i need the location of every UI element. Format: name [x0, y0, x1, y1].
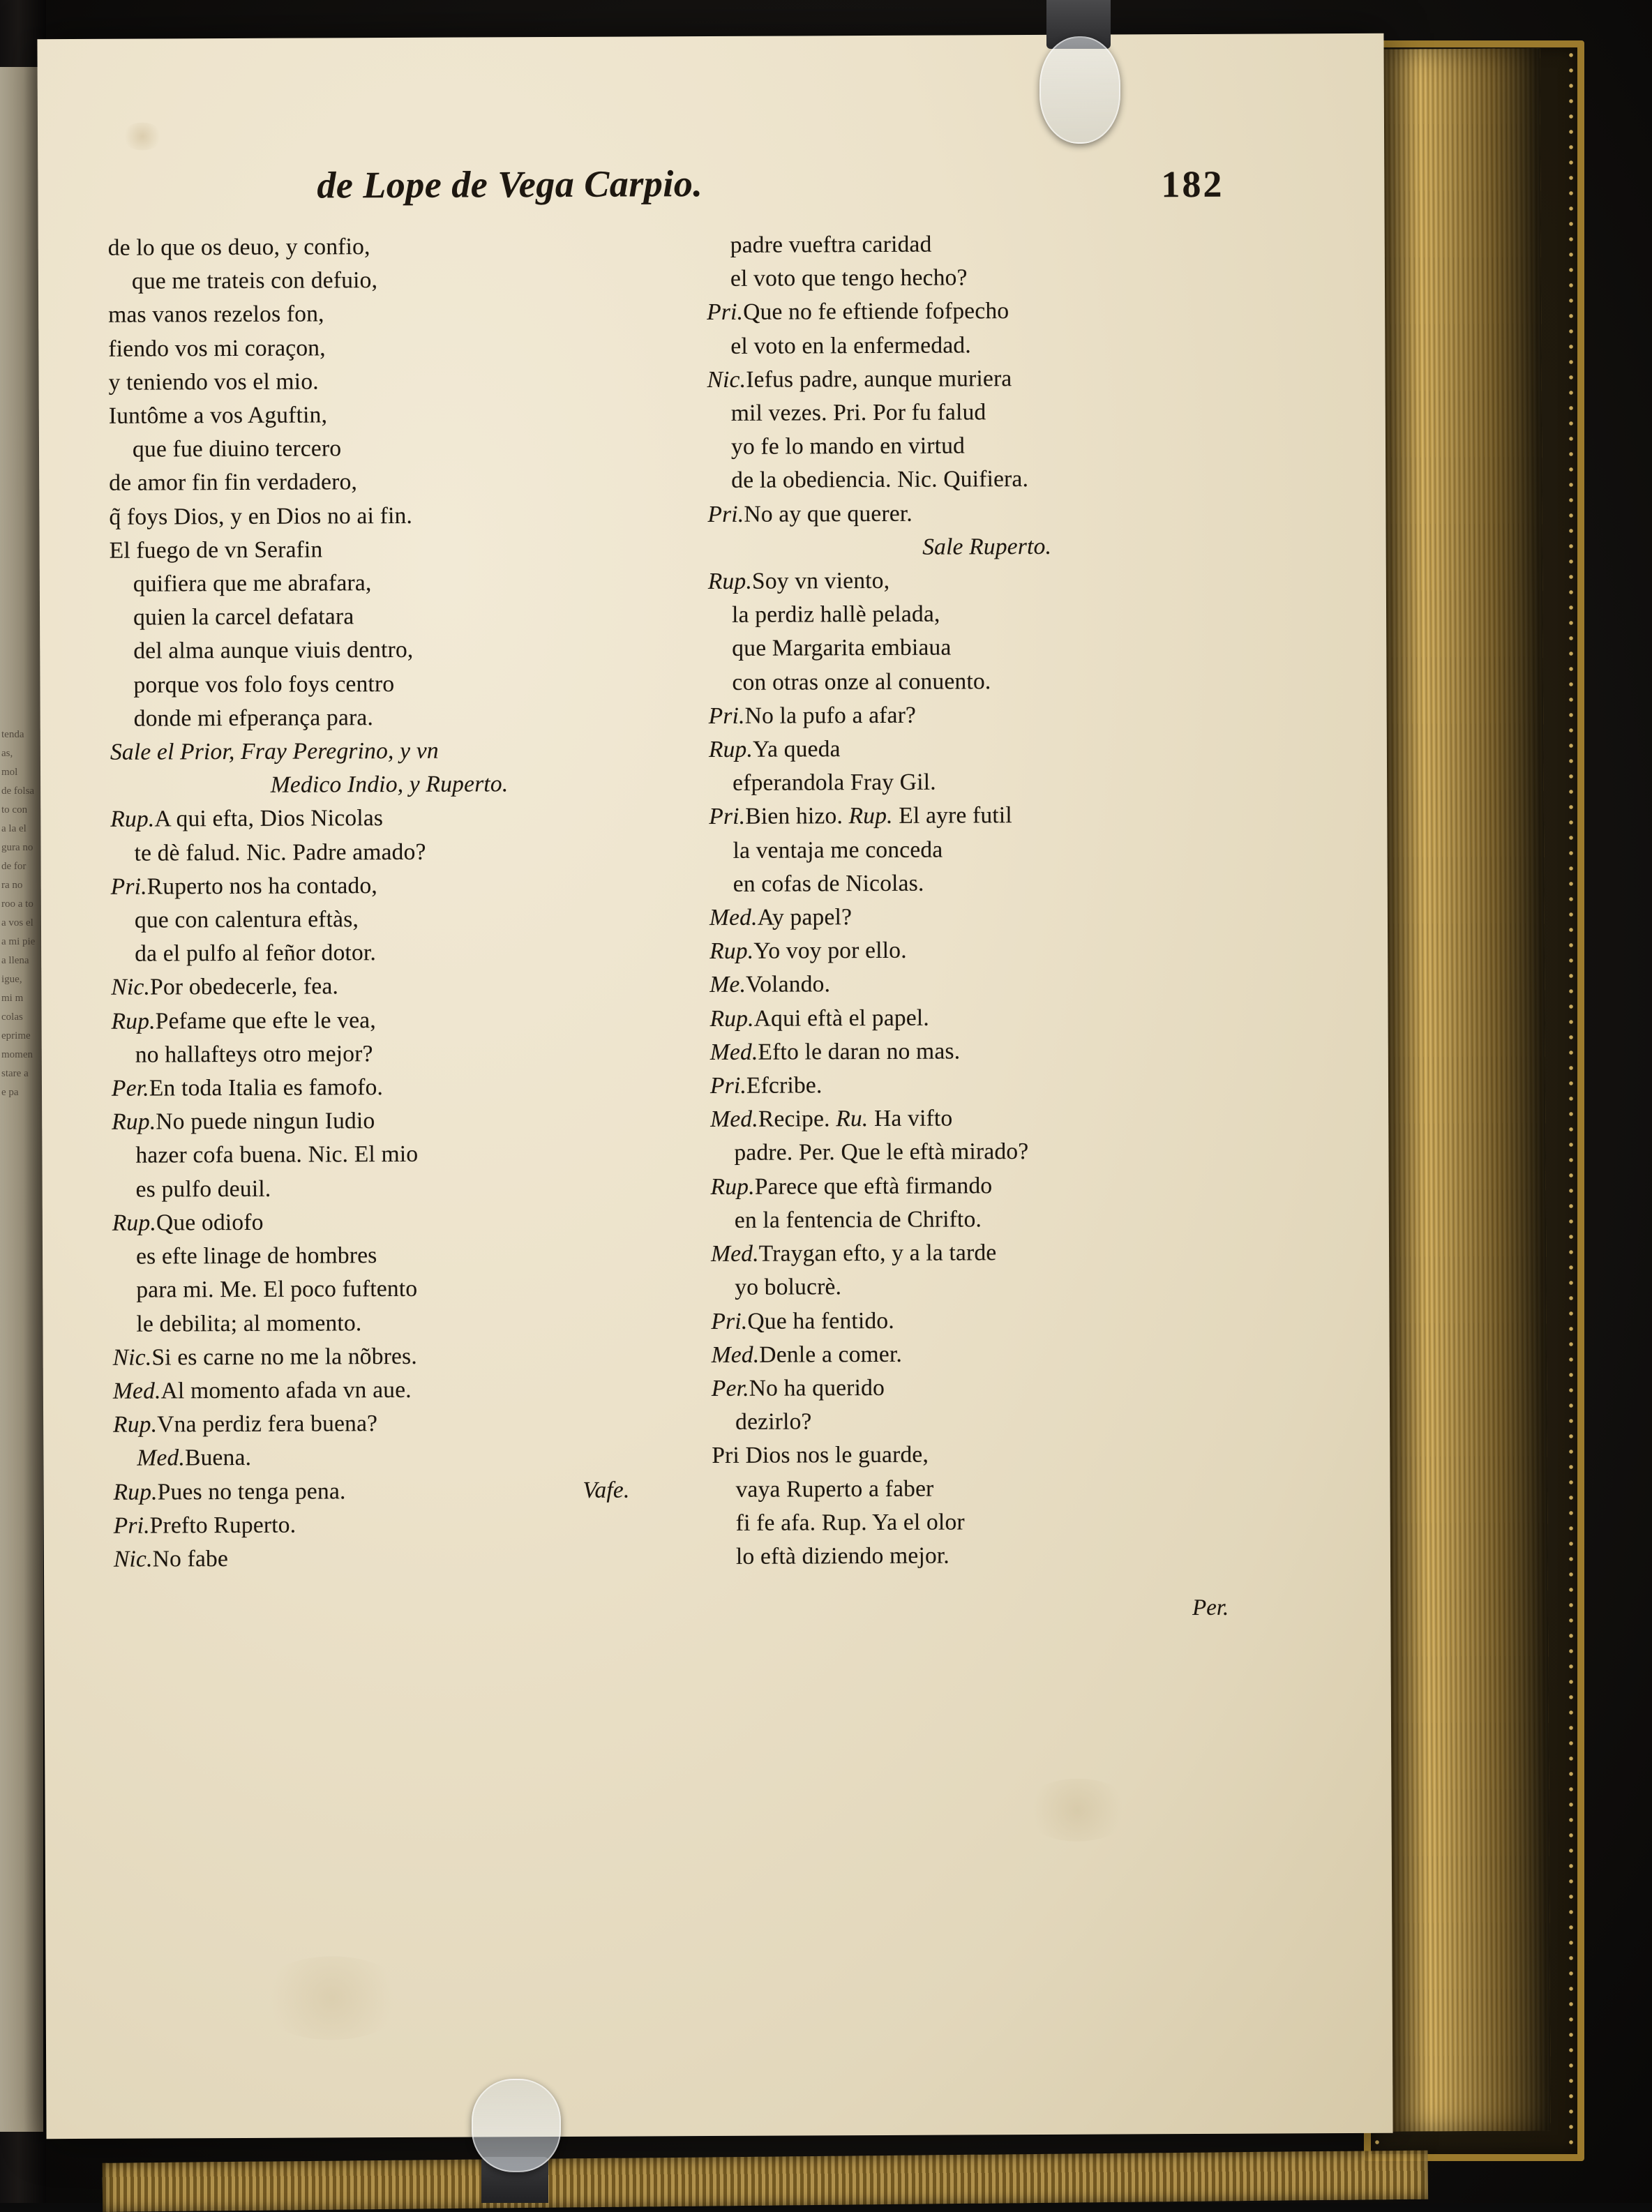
verse-line: Nic.No fabe: [114, 1540, 672, 1577]
adjacent-page-line: gura no: [1, 838, 38, 857]
verse-line: Per.En toda Italia es famofo.: [112, 1069, 670, 1106]
verse-line: Pri.No la pufo a afar?: [709, 697, 1267, 733]
verse-line: Medico Indio, y Ruperto.: [110, 767, 668, 804]
adjacent-page-line: a vos el: [1, 914, 38, 933]
verse-line: Per.No ha querido: [712, 1369, 1270, 1406]
speaker-label: Rup.: [112, 1109, 156, 1135]
paper-foxing: [121, 122, 163, 150]
verse-line: lo eftà diziendo mejor.: [712, 1537, 1270, 1574]
speaker-label: Nic.: [707, 367, 746, 393]
verse-line: Rup.Vna perdiz fera buena?: [113, 1406, 671, 1442]
page-header: [107, 159, 1307, 225]
adjacent-page-line: igue,: [1, 970, 38, 989]
speaker-label: Pri.: [707, 299, 743, 325]
printed-text-block: [107, 159, 1316, 2089]
verse-line: Nic.Si es carne no me la nõbres.: [113, 1339, 671, 1375]
verse-line: Rup.Pues no tenga pena. Vafe.: [113, 1473, 671, 1510]
speaker-label: Nic.: [114, 1546, 153, 1572]
verse-line: El fuego de vn Serafin: [110, 532, 668, 568]
speaker-label: Rup.: [708, 569, 752, 594]
speaker-label: Rup.: [848, 803, 892, 829]
verse-line: Pri Dios nos le guarde,: [712, 1437, 1270, 1473]
adjacent-page-line: tenda: [1, 725, 38, 744]
verse-line: q̃ foys Dios, y en Dios no ai fin.: [109, 498, 667, 534]
verse-line: quien la carcel defatara: [110, 599, 668, 635]
verse-line: Pri.No ay que querer.: [707, 495, 1266, 532]
verse-line: en cofas de Nicolas.: [709, 865, 1268, 901]
catchword: Per.: [712, 1595, 1270, 1623]
speaker-label: Me.: [709, 972, 746, 998]
verse-line: y teniendo vos el mio.: [108, 363, 666, 400]
speaker-label: Nic.: [111, 975, 150, 1000]
verse-line: que fue diuino tercero: [109, 431, 667, 467]
verse-line: de lo que os deuo, y confio,: [108, 229, 666, 265]
verse-line: de amor fin fin verdadero,: [109, 465, 667, 501]
verse-line: el voto que tengo hecho?: [707, 260, 1265, 296]
verse-line: que Margarita embiaua: [708, 630, 1266, 666]
verse-line: fi fe afa. Rup. Ya el olor: [712, 1504, 1270, 1540]
running-title: de Lope de Vega Carpio.: [317, 162, 703, 206]
verse-line: en la fentencia de Chrifto.: [711, 1201, 1269, 1237]
speaker-label: Per.: [712, 1376, 749, 1401]
verse-line: Rup.A qui efta, Dios Nicolas: [110, 801, 668, 837]
speaker-label: Rup.: [112, 1008, 156, 1034]
verse-line: Pri.Que no fe eftiende fofpecho: [707, 294, 1265, 330]
verse-line: padre vueftra caridad: [707, 227, 1265, 263]
verse-line: donde mi efperança para.: [110, 700, 668, 736]
adjacent-page-line: ra no: [1, 876, 38, 895]
right-column: [707, 227, 1271, 1624]
verse-line: yo bolucrè.: [711, 1269, 1269, 1305]
verse-line: que me trateis con defuio,: [108, 262, 666, 299]
verse-line: vaya Ruperto a faber: [712, 1470, 1270, 1507]
verse-line: porque vos folo foys centro: [110, 666, 668, 702]
speaker-label: Pri.: [709, 703, 745, 729]
verse-line: mas vanos rezelos fon,: [108, 296, 666, 333]
adjacent-page-line: roo a to: [1, 895, 38, 914]
speaker-label: Rup.: [711, 1173, 755, 1199]
verse-line: le debilita; al momento.: [112, 1305, 670, 1341]
verse-line: con otras onze al conuento.: [708, 663, 1266, 700]
adjacent-page-line: as,: [1, 744, 38, 763]
verse-line: Sale el Prior, Fray Peregrino, y vn: [110, 733, 668, 769]
adjacent-page-line: to con: [1, 801, 38, 820]
verse-line: Med.Denle a comer.: [712, 1336, 1270, 1372]
speaker-label: Med.: [113, 1378, 161, 1404]
stage-direction-inline: Vafe.: [583, 1473, 671, 1507]
verse-line: Rup.Yo voy por ello.: [709, 933, 1268, 969]
speaker-label: Pri.: [710, 1073, 746, 1099]
verse-line: es pulfo deuil.: [112, 1171, 670, 1207]
verse-line: Rup.Aqui eftà el papel.: [709, 1000, 1268, 1036]
verse-line: Sale Ruperto.: [708, 529, 1266, 565]
verse-line: te dè falud. Nic. Padre amado?: [110, 834, 668, 871]
verse-line: Rup.Ya queda: [709, 731, 1267, 767]
adjacent-page-line: momen: [1, 1046, 38, 1064]
verse-line: la ventaja me conceda: [709, 832, 1267, 868]
book-page: [37, 33, 1392, 2139]
speaker-label: Rup.: [709, 1005, 753, 1031]
adjacent-page-line: mi m: [1, 989, 38, 1008]
verse-line: Iuntôme a vos Aguftin,: [109, 397, 667, 433]
verse-line: no hallafteys otro mejor?: [112, 1036, 670, 1072]
verse-line: que con calentura eftàs,: [111, 901, 669, 938]
verse-line: fiendo vos mi coraçon,: [108, 330, 666, 366]
verse-line: da el pulfo al feñor dotor.: [111, 935, 669, 972]
verse-line: la perdiz hallè pelada,: [708, 596, 1266, 633]
verse-line: Med.Buena.: [113, 1440, 671, 1476]
verse-line: Rup.No puede ningun Iudio: [112, 1104, 670, 1140]
verse-line: Med.Al momento afada vn aue.: [113, 1372, 671, 1408]
adjacent-page-line: mol: [1, 763, 38, 782]
fore-edge-shading: [1379, 48, 1551, 2131]
verse-line: del alma aunque viuis dentro,: [110, 633, 668, 669]
speaker-label: Rup.: [709, 938, 753, 964]
adjacent-page-line: stare a: [1, 1064, 38, 1083]
verse-line: es efte linage de hombres: [112, 1237, 670, 1274]
verse-line: Pri.Efcribe.: [710, 1067, 1268, 1104]
verse-line: Rup.Parece que eftà firmando: [711, 1168, 1269, 1204]
verse-line: Med.Traygan efto, y a la tarde: [711, 1235, 1269, 1272]
verse-line: para mi. Me. El poco fuftento: [112, 1272, 670, 1308]
verse-line: Pri.Ruperto nos ha contado,: [111, 868, 669, 904]
speaker-label: Nic.: [113, 1344, 152, 1370]
speaker-label: Per.: [112, 1076, 149, 1101]
folio-number: 182: [1161, 163, 1224, 206]
verse-line: Pri.Bien hizo. Rup. El ayre futil: [709, 798, 1267, 834]
verse-line: Pri.Que ha fentido.: [711, 1302, 1269, 1339]
page-clamp-bottom: [472, 2079, 561, 2172]
verse-line: Nic.Por obedecerle, fea.: [111, 969, 669, 1005]
verse-line: el voto en la enfermedad.: [707, 327, 1265, 363]
page-clamp-top: [1039, 36, 1120, 144]
gilt-ornament-right: [1566, 47, 1576, 2154]
speaker-label: Rup.: [113, 1412, 157, 1438]
gilt-fore-edge: [1379, 48, 1551, 2131]
verse-line: Nic.Iefus padre, aunque muriera: [707, 361, 1265, 397]
speaker-label: Rup.: [113, 1479, 157, 1505]
verse-line: yo fe lo mando en virtud: [707, 428, 1266, 465]
verse-line: efperandola Fray Gil.: [709, 765, 1267, 801]
speaker-label: Med.: [137, 1445, 185, 1471]
left-column: [108, 229, 673, 1626]
speaker-label: Rup.: [709, 737, 753, 762]
speaker-label: Med.: [712, 1341, 760, 1367]
adjacent-page-line: a la el: [1, 820, 38, 838]
speaker-label: Med.: [710, 1039, 758, 1065]
adjacent-page-line: colas: [1, 1008, 38, 1027]
verse-line: Med.Efto le daran no mas.: [710, 1033, 1268, 1069]
verse-line: hazer cofa buena. Nic. El mio: [112, 1137, 670, 1173]
verse-line: de la obediencia. Nic. Quifiera.: [707, 462, 1266, 498]
adjacent-page-line: eprime: [1, 1027, 38, 1046]
verse-line: Rup.Pefame que efte le vea,: [111, 1002, 669, 1039]
speaker-label: Rup.: [112, 1210, 156, 1235]
text-columns: [108, 226, 1314, 1626]
speaker-label: Pri.: [707, 501, 744, 527]
speaker-label: Pri.: [114, 1512, 150, 1538]
verse-line: Rup.Soy vn viento,: [708, 563, 1266, 599]
verse-line: Med.Ay papel?: [709, 899, 1268, 935]
speaker-label: Med.: [709, 905, 758, 931]
adjacent-page-line: a llena: [1, 951, 38, 970]
speaker-label: Ru.: [836, 1106, 868, 1131]
adjacent-page-line: de folsa: [1, 782, 38, 801]
speaker-label: Pri.: [711, 1308, 747, 1334]
speaker-label: Rup.: [110, 806, 154, 832]
verse-line: Rup.Que odiofo: [112, 1204, 670, 1240]
verse-line: padre. Per. Que le eftà mirado?: [710, 1134, 1268, 1171]
verse-line: Med.Recipe. Ru. Ha vifto: [710, 1101, 1268, 1137]
verse-line: mil vezes. Pri. Por fu falud: [707, 395, 1266, 431]
adjacent-page-line: de for: [1, 857, 38, 876]
adjacent-page-text: [1, 725, 38, 1911]
verse-line: quifiera que me abrafara,: [110, 565, 668, 601]
speaker-label: Med.: [711, 1241, 759, 1267]
speaker-label: Pri.: [111, 873, 147, 899]
speaker-label: Pri.: [709, 804, 745, 829]
adjacent-page-line: a mi pie: [1, 933, 38, 951]
verse-line: Pri.Prefto Ruperto.: [114, 1507, 672, 1543]
verse-line: Me.Volando.: [709, 966, 1268, 1002]
verse-line: dezirlo?: [712, 1404, 1270, 1440]
adjacent-page-line: e pa: [1, 1083, 38, 1102]
speaker-label: Med.: [710, 1106, 758, 1132]
